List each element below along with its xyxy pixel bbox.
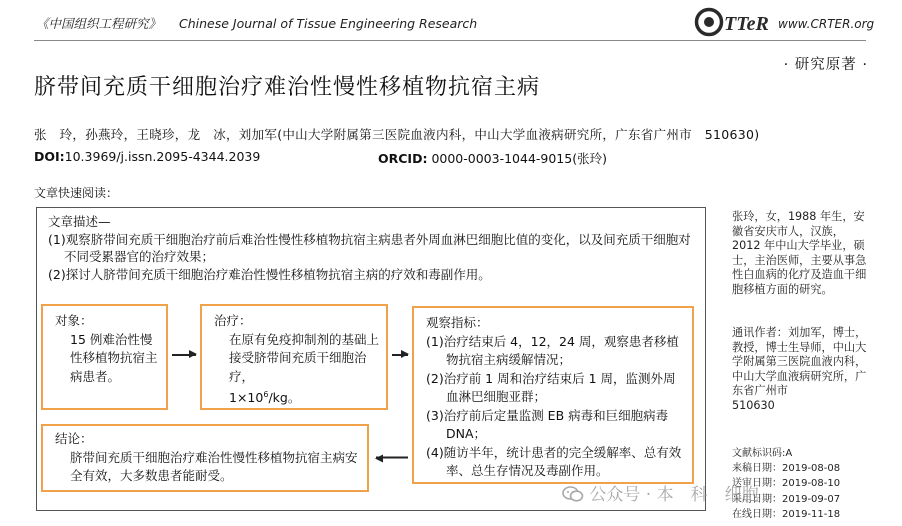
conclusion-box (41, 424, 369, 492)
treatment-dose-unit: /kg。 (268, 390, 301, 406)
watermark-text: 公众号 · 本 科 细胞 (589, 485, 759, 505)
correspondence-text: 通讯作者：刘加军，博士，教授，博士生导师，中山大学附属第三医院血液内科，中山大学血液病研究所，广东省广州市 (732, 326, 867, 398)
subject-body: 15 例难治性慢性移植物抗宿主病患者。 (70, 331, 158, 384)
conclusion-body: 脐带间充质干细胞治疗难治性慢性移植物抗宿主病安全有效，大多数患者能耐受。 (70, 449, 358, 483)
article-category: · 研究原著 · (783, 57, 868, 73)
quick-read-label: 文章快速阅读： (34, 186, 119, 200)
article-title: 脐带间充质干细胞治疗难治性慢性移植物抗宿主病 (34, 75, 541, 100)
treatment-text: 在原有免疫抑制剂的基础上接受脐带间充质干细胞治疗， (229, 331, 380, 384)
doi-line (34, 149, 260, 164)
journal-name-cn: 《中国组织工程研究》 (36, 16, 162, 31)
observation-item: (4)随访半年，统计患者的完全缓解率、总有效率、总生存情况及毒副作用。 (426, 444, 682, 478)
correspondence-author (732, 326, 872, 414)
treatment-box (200, 304, 388, 410)
document-code: 文献标识码:A (732, 448, 793, 459)
svg-text:TTeR: TTeR (724, 13, 769, 35)
received-date: 来稿日期：2019-08-08 (732, 463, 841, 475)
doi-label: DOI: (34, 149, 65, 164)
observation-box (412, 306, 694, 484)
wechat-icon (562, 485, 584, 503)
treatment-body (214, 331, 380, 408)
subject-title: 对象： (55, 313, 93, 328)
article-description (48, 213, 698, 283)
journal-name-en: Chinese Journal of Tissue Engineering Research (178, 16, 478, 31)
doi-value[interactable]: 10.3969/j.issn.2095-4344.2039 (64, 149, 261, 164)
arrow-left-icon (376, 457, 408, 459)
observation-item: (1)治疗结束后 4，12，24 周，观察患者移植物抗宿主病缓解情况； (426, 333, 679, 367)
conclusion-title: 结论： (55, 431, 93, 446)
description-item: (2)探讨人脐带间充质干细胞治疗难治性慢性移植物抗宿主病的疗效和毒副作用。 (48, 266, 491, 282)
treatment-title: 治疗： (214, 313, 252, 328)
orcid-line (378, 149, 607, 167)
orcid-label: ORCID: (378, 151, 428, 166)
wechat-watermark (562, 480, 759, 505)
online-date: 在线日期：2019-11-18 (732, 508, 841, 520)
observation-title: 观察指标： (426, 315, 489, 330)
description-heading: 文章描述— (48, 214, 111, 229)
treatment-dose-exponent: 6 (263, 390, 269, 399)
author-bio: 张玲，女，1988 年生，安徽省安庆市人，汉族，2012 年中山大学毕业，硕士，主治医师，主要从事急性白血病的化疗及造血干细胞移植方面的研究。 (732, 210, 867, 296)
crter-logo (692, 5, 772, 39)
description-item: (1)观察脐带间充质干细胞治疗前后难治性慢性移植物抗宿主病患者外周血淋巴细胞比值的变化，以及间充质干细胞对不同受累器官的治疗效果； (48, 231, 691, 264)
arrow-right-icon (392, 354, 408, 356)
observation-item: (3)治疗前后定量监测 EB 病毒和巨细胞病毒 DNA； (426, 407, 669, 441)
journal-website[interactable]: www.CRTER.org (778, 17, 875, 31)
correspondence-postcode: 510630 (732, 398, 775, 412)
journal-header (36, 14, 477, 32)
arrow-right-icon (172, 354, 196, 356)
header-divider (34, 40, 866, 41)
orcid-value[interactable]: 0000-0003-1044-9015(张玲) (431, 151, 607, 166)
treatment-dose: 1×10 (229, 390, 264, 406)
subject-box (41, 304, 168, 410)
review-date: 送审日期：2019-08-10 (732, 478, 841, 490)
observation-item: (2)治疗前 1 周和治疗结束后 1 周，监测外周血淋巴细胞亚群； (426, 370, 676, 404)
author-list: 张 玲，孙燕玲，王晓珍，龙 冰，刘加军(中山大学附属第三医院血液内科，中山大学血液病研究所，广东省广州市 510630) (34, 127, 760, 142)
accepted-date: 采用日期：2019-09-07 (732, 493, 841, 505)
